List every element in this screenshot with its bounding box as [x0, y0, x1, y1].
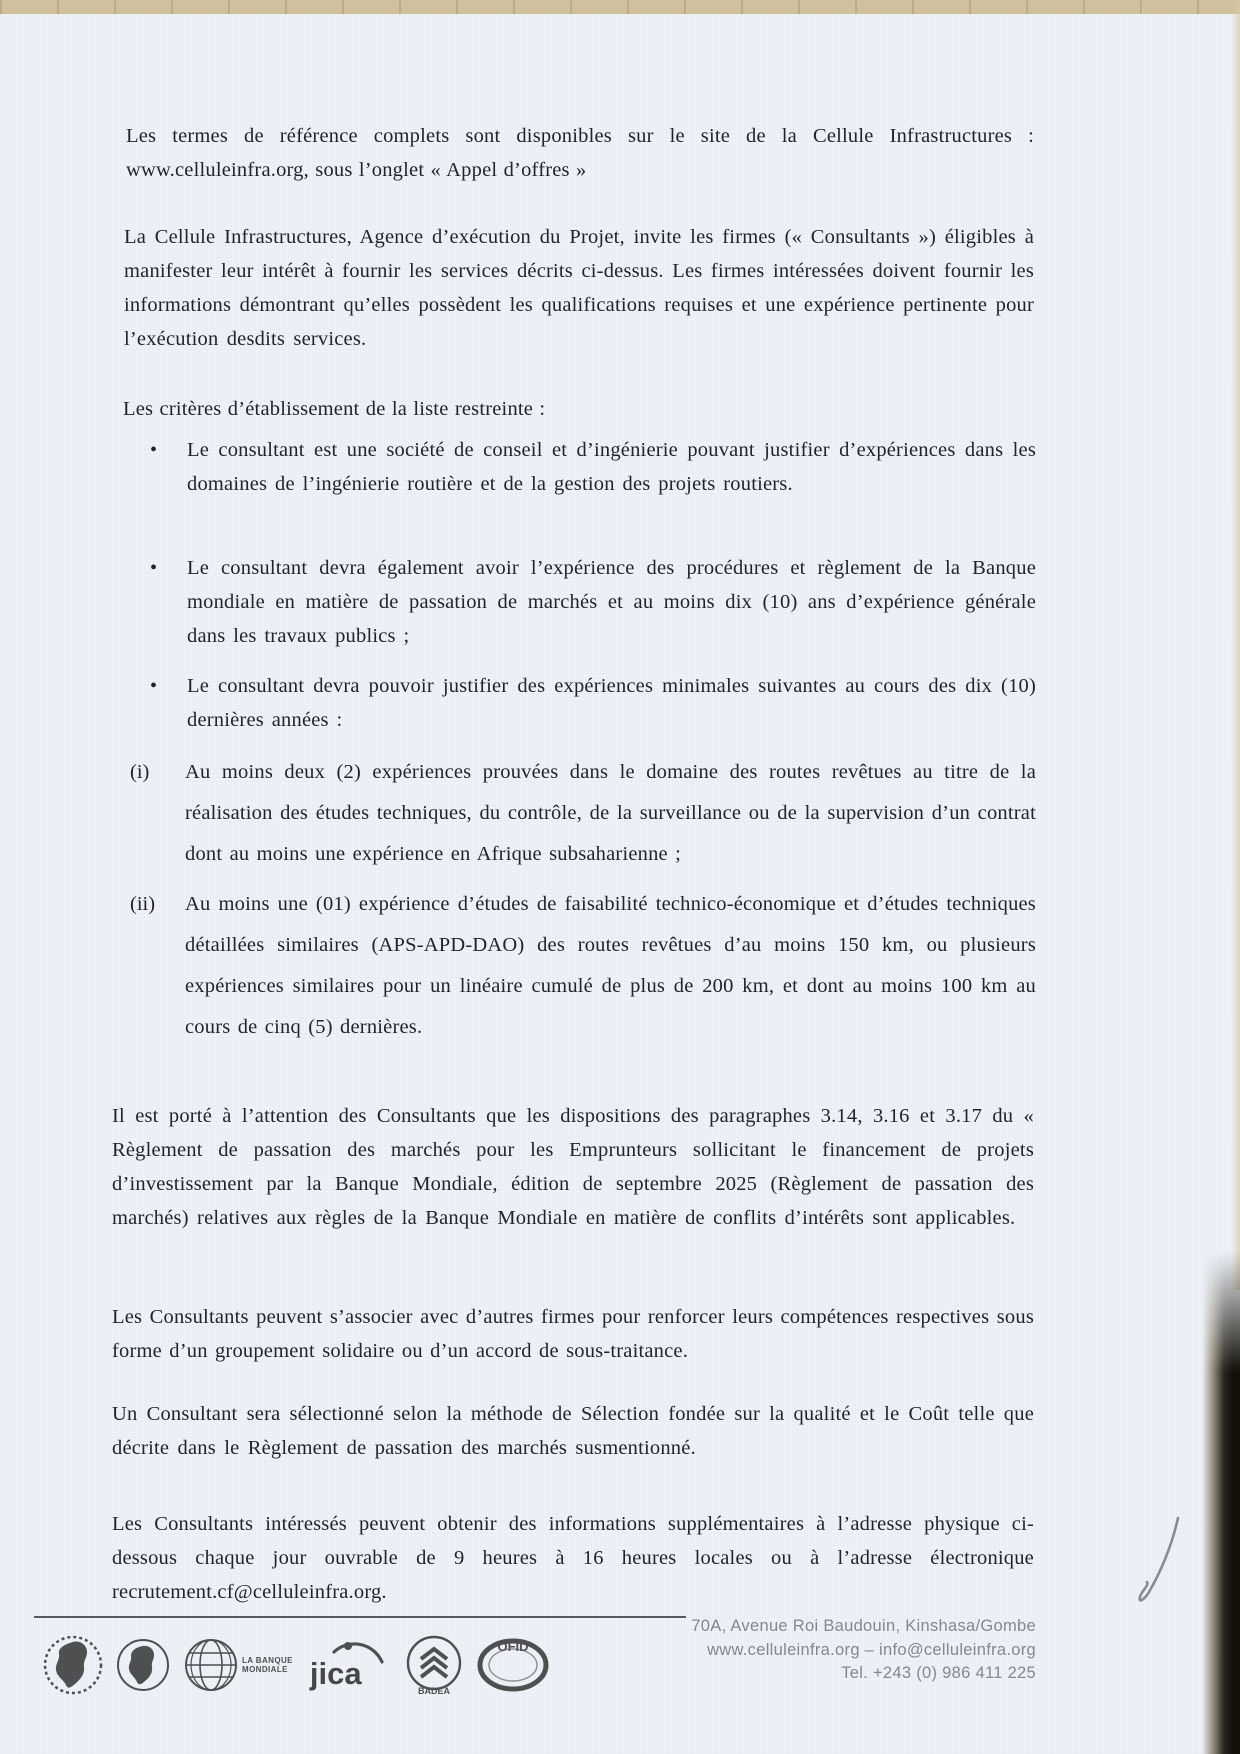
pen-mark	[1118, 1514, 1190, 1618]
scan-edge-right-dark	[1202, 1252, 1240, 1754]
bullet-item-world-bank-experience	[150, 551, 1036, 653]
numbered-item-i	[130, 752, 1036, 875]
bullet-text: Le consultant devra également avoir l’expérience des procédures et règlement de la Banque mondiale en matière de passation de marchés et au moins dix (10) ans d’expérience générale dans les travaux publics ;	[187, 557, 1036, 647]
world-bank-label-line1: LA BANQUE	[242, 1656, 293, 1665]
scan-edge-top	[0, 0, 1240, 14]
footer-address-block	[580, 1615, 1036, 1686]
world-bank-globe-icon	[182, 1636, 240, 1694]
bullet-item-minimal-experiences	[150, 669, 1036, 737]
world-bank-label-line2: MONDIALE	[242, 1665, 288, 1674]
bullet-marker: •	[150, 557, 158, 579]
numbered-item-ii	[130, 884, 1036, 1048]
ofid-logo-icon	[476, 1637, 550, 1693]
ofid-wordmark: OFID	[497, 1639, 529, 1654]
badea-wordmark: BADEA	[417, 1686, 450, 1696]
jica-logo	[304, 1634, 392, 1696]
address-phone: Tel. +243 (0) 986 411 225	[841, 1664, 1036, 1682]
criteria-heading: Les critères d’établissement de la liste restreinte :	[123, 397, 546, 420]
paragraph-invitation: La Cellule Infrastructures, Agence d’exécution du Projet, invite les firmes (« Consultants ») éligibles à manifester leur intérêt à fournir les services décrits ci-dessus. Les firmes intéressées doivent fournir les informations démontrant qu’elles possèdent les qualifications requises et une expérience pertinente pour l’exécution desdits services.	[124, 225, 1034, 350]
paragraph-contact-info: Les Consultants intéressés peuvent obtenir des informations supplémentaires à l’adresse physique ci-dessous chaque jour ouvrable de 9 heures à 16 heures locales ou à l’adresse électronique recrutement.cf@celluleinfra.org.	[112, 1512, 1034, 1603]
bullet-marker: •	[150, 439, 158, 461]
paragraph-attention-regulation: Il est porté à l’attention des Consultants que les dispositions des paragraphes 3.14, 3.16 et 3.17 du « Règlement de passation des marchés pour les Emprunteurs sollicitant le financement de projets d’investissement par la Banque Mondiale, édition de septembre 2025 (Règlement de passation des marchés) relatives aux règles de la Banque Mondiale en matière de conflits d’intérêts sont applicables.	[112, 1104, 1034, 1229]
paragraph-grouping: Les Consultants peuvent s’associer avec d’autres firmes pour renforcer leurs compétences respectives sous forme d’un groupement solidaire ou d’un accord de sous-traitance.	[112, 1305, 1034, 1362]
bullet-marker: •	[150, 675, 158, 697]
adf-logo-icon	[115, 1637, 171, 1693]
paragraph-terms-reference: Les termes de référence complets sont disponibles sur le site de la Cellule Infrastructures : www.celluleinfra.org, sous l’onglet « Appel d’offres »	[126, 124, 1034, 181]
badea-logo-icon	[403, 1633, 465, 1697]
address-website-email: www.celluleinfra.org – info@celluleinfra.org	[707, 1640, 1036, 1659]
paragraph-selection-method: Un Consultant sera sélectionné selon la méthode de Sélection fondée sur la qualité et le Coût telle que décrite dans le Règlement de passation des marchés susmentionné.	[112, 1402, 1034, 1459]
jica-wordmark: jica	[309, 1656, 362, 1691]
afdb-logo-icon	[42, 1634, 104, 1696]
address-line: 70A, Avenue Roi Baudouin, Kinshasa/Gombe	[691, 1617, 1036, 1635]
bullet-text: Le consultant est une société de conseil et d’ingénierie pouvant justifier d’expériences dans les domaines de l’ingénierie routière et de la gestion des projets routiers.	[187, 439, 1036, 495]
item-label: (i)	[130, 761, 150, 783]
bullet-item-consultant-society	[150, 433, 1036, 501]
world-bank-logo	[182, 1636, 293, 1694]
item-label: (ii)	[130, 893, 156, 915]
item-text: Au moins une (01) expérience d’études de faisabilité technico-économique et d’études techniques détaillées similaires (APS-APD-DAO) des routes revêtues d’au moins 150 km, ou plusieurs expériences similaires pour un linéaire cumulé de plus de 200 km, et dont au moins 100 km au cours de cinq (5) dernières.	[185, 893, 1036, 1038]
bullet-text: Le consultant devra pouvoir justifier des expériences minimales suivantes au cours des dix (10) dernières années :	[187, 675, 1036, 731]
scan-edge-right-light	[1231, 0, 1240, 1290]
item-text: Au moins deux (2) expériences prouvées dans le domaine des routes revêtues au titre de la réalisation des études techniques, du contrôle, de la surveillance ou de la supervision d’un contrat dont au moins une expérience en Afrique subsaharienne ;	[185, 761, 1036, 865]
